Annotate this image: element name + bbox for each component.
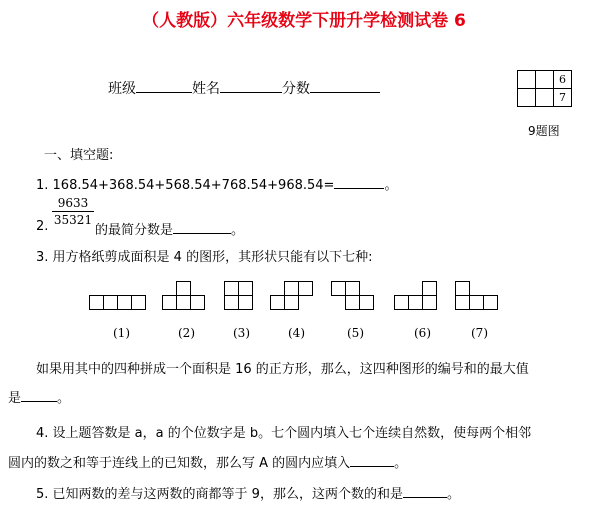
- question-3-answer-line: [8, 387, 70, 406]
- class-label: 班级: [108, 81, 136, 97]
- question-2-number: 2.: [36, 219, 49, 234]
- answer-blank: [173, 221, 231, 234]
- grid-cell: [536, 89, 554, 107]
- question-2: [95, 219, 244, 238]
- answer-blank: [21, 389, 57, 402]
- grid-cell: [518, 71, 536, 89]
- question-2-text: 的最简分数是: [95, 223, 174, 238]
- fraction-denominator: 35321: [53, 213, 93, 227]
- grid-cell: [518, 89, 536, 107]
- question-4-line-2: [8, 452, 407, 471]
- answer-blank: [334, 176, 384, 189]
- grid-cell: [536, 71, 554, 89]
- question-3-answer-prefix: 是: [8, 391, 22, 406]
- question-4-text: 圆内的数之和等于连线上的已知数，那么写 A 的圆内应填入: [8, 456, 351, 471]
- grid-cell: 6: [554, 71, 572, 89]
- question-5-end: 。: [446, 487, 460, 502]
- question-1: [36, 174, 397, 193]
- name-blank: [220, 78, 282, 93]
- question-5-text: 5. 已知两数的差与这两数的商都等于 9，那么，这两个数的和是: [36, 487, 403, 502]
- shape-label: (2): [178, 326, 195, 340]
- question-4-line-1: 4. 设上题答数是 a，a 的个位数字是 b。七个圆内填入七个连续自然数，使每两个相邻: [36, 426, 532, 441]
- shape-label: (3): [233, 326, 250, 340]
- shape-label: (4): [288, 326, 305, 340]
- score-label: 分数: [282, 81, 310, 97]
- question-2-end: 。: [231, 223, 245, 238]
- answer-blank: [350, 454, 394, 467]
- question-2-fraction: [52, 196, 94, 227]
- question-3: 3. 用方格纸剪成面积是 4 的图形，其形状只能有以下七种:: [36, 250, 373, 265]
- answer-blank: [403, 485, 447, 498]
- question-3-end: 。: [57, 391, 71, 406]
- score-blank: [310, 78, 380, 93]
- fraction-numerator: 9633: [52, 196, 94, 212]
- section-heading: 一、填空题:: [44, 148, 114, 163]
- question-1-text: 1. 168.54+368.54+568.54+768.54+968.54=: [36, 178, 335, 193]
- shape-label: (5): [347, 326, 364, 340]
- question9-figure-grid: [517, 70, 572, 107]
- grid-cell: 7: [554, 89, 572, 107]
- shape-label: (1): [113, 326, 130, 340]
- shape-label: (6): [414, 326, 431, 340]
- name-label: 姓名: [192, 81, 220, 97]
- shape-label: (7): [471, 326, 488, 340]
- student-info-row: [108, 78, 380, 98]
- page-title: （人教版）六年级数学下册升学检测试卷 6: [142, 11, 466, 31]
- question-4-end: 。: [394, 456, 408, 471]
- class-blank: [136, 78, 192, 93]
- question-3-continued: 如果用其中的四种拼成一个面积是 16 的正方形，那么，这四种图形的编号和的最大值: [36, 362, 529, 377]
- question-1-end: 。: [384, 178, 398, 193]
- question-5: [36, 483, 460, 502]
- figure9-caption: 9题图: [528, 124, 560, 138]
